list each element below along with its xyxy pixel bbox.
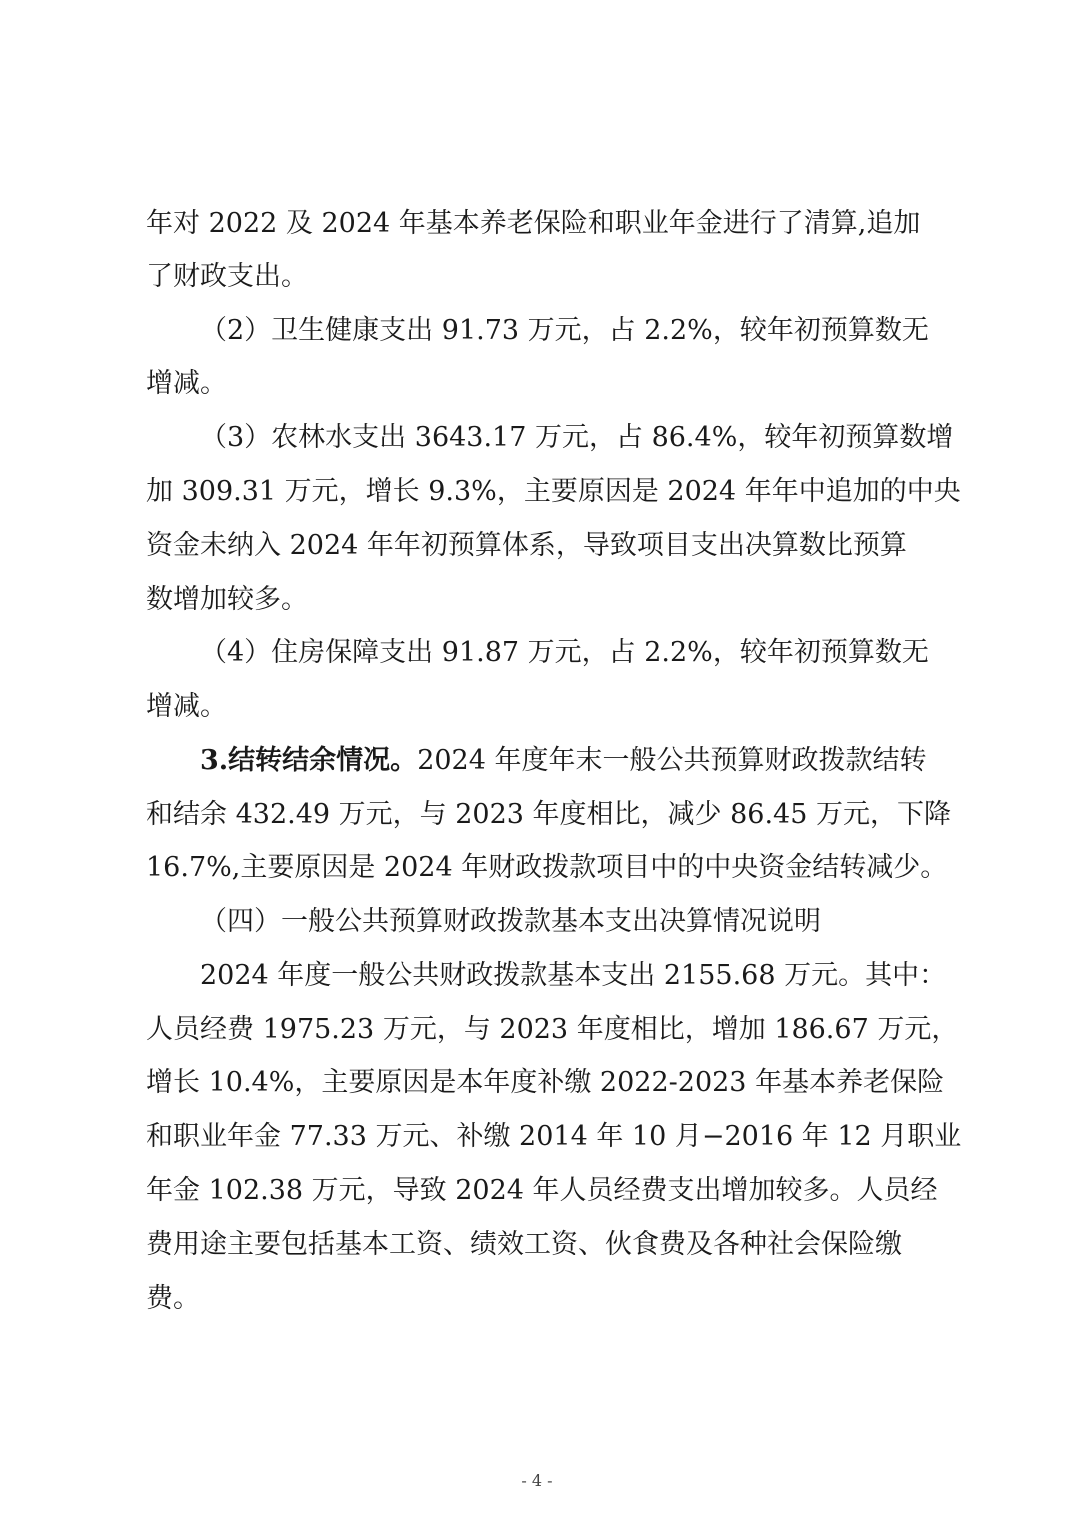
paragraph-line: [0, 518, 1074, 574]
paragraph-line: [0, 1217, 1074, 1273]
paragraph-line: [0, 1002, 1074, 1058]
paragraph-line: [0, 1109, 1074, 1165]
paragraph-line: [0, 572, 1074, 628]
paragraph-line: [0, 733, 1074, 789]
text-line-3: （2）卫生健康支出 91.73 万元，占 2.2%，较年初预算数无: [200, 315, 929, 346]
text-line-1: 年对 2022 及 2024 年基本养老保险和职业年金进行了清算,追加: [146, 208, 921, 239]
section-heading-basic-expenditure: （四）一般公共预算财政拨款基本支出决算情况说明: [200, 906, 821, 937]
paragraph-line: [0, 356, 1074, 412]
paragraph-line: [0, 948, 1074, 1004]
paragraph-line: [0, 625, 1074, 681]
paragraph-line: [0, 1055, 1074, 1111]
text-line-13: 16.7%,主要原因是 2024 年财政拨款项目中的中央资金结转减少。: [146, 852, 948, 883]
text-line-10: 增减。: [146, 691, 227, 722]
text-line-18: 和职业年金 77.33 万元、补缴 2014 年 10 月−2016 年 12 月职业: [146, 1121, 962, 1152]
text-line-5: （3）农林水支出 3643.17 万元，占 86.4%，较年初预算数增: [200, 422, 954, 453]
text-line-15: 2024 年度一般公共财政拨款基本支出 2155.68 万元。其中：: [200, 960, 947, 991]
text-line-7: 资金未纳入 2024 年年初预算体系，导致项目支出决算数比预算: [146, 530, 907, 561]
paragraph-line: [0, 1271, 1074, 1327]
section-heading-carryover: 3.结转结余情况。: [200, 745, 418, 776]
heading-segment: [200, 733, 926, 789]
text-line-2: 了财政支出。: [146, 261, 308, 292]
text-line-20: 费用途主要包括基本工资、绩效工资、伙食费及各种社会保险缴: [146, 1229, 902, 1260]
paragraph-line: [0, 303, 1074, 359]
paragraph-line: [0, 787, 1074, 843]
paragraph-line: [0, 840, 1074, 896]
text-line-11: 2024 年度年末一般公共预算财政拨款结转: [417, 745, 927, 776]
text-line-8: 数增加较多。: [146, 584, 308, 615]
paragraph-line: [0, 196, 1074, 252]
paragraph-line: [0, 679, 1074, 735]
paragraph-line: [0, 1163, 1074, 1219]
paragraph-line: [0, 894, 1074, 950]
paragraph-line: [0, 249, 1074, 305]
text-line-17: 增长 10.4%，主要原因是本年度补缴 2022-2023 年基本养老保险: [146, 1067, 945, 1098]
paragraph-line: [0, 464, 1074, 520]
text-line-21: 费。: [146, 1283, 200, 1314]
text-line-6: 加 309.31 万元，增长 9.3%，主要原因是 2024 年年中追加的中央: [146, 476, 961, 507]
text-line-4: 增减。: [146, 368, 227, 399]
paragraph-line: [0, 410, 1074, 466]
text-line-9: （4）住房保障支出 91.87 万元，占 2.2%，较年初预算数无: [200, 637, 929, 668]
text-line-12: 和结余 432.49 万元，与 2023 年度相比，减少 86.45 万元，下降: [146, 799, 951, 830]
text-line-16: 人员经费 1975.23 万元，与 2023 年度相比，增加 186.67 万元，: [146, 1014, 959, 1045]
text-line-19: 年金 102.38 万元，导致 2024 年人员经费支出增加较多。人员经: [146, 1175, 938, 1206]
page-number: - 4 -: [521, 1471, 553, 1490]
